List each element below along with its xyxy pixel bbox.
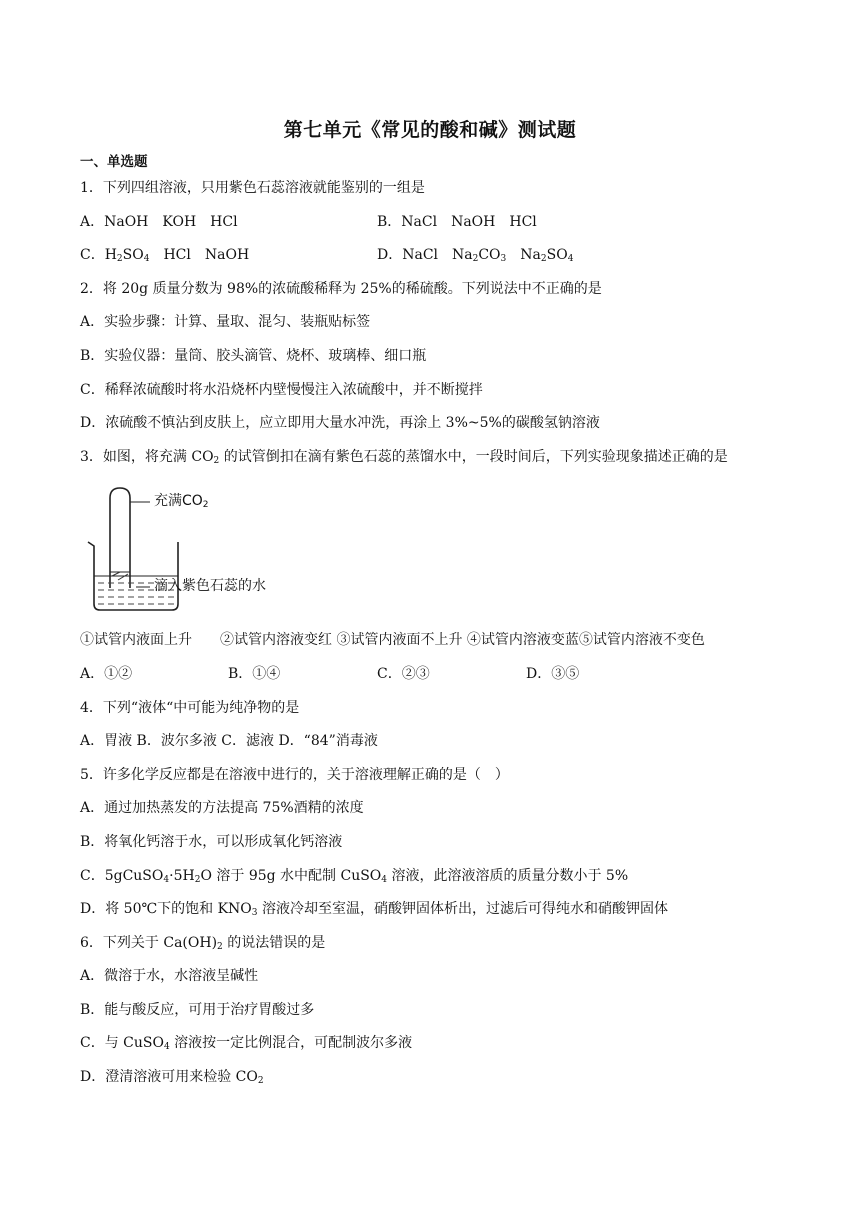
- q3-figure: [80, 480, 780, 630]
- q1-options-row1: [80, 212, 780, 246]
- q2-option-b: B．实验仪器：量筒、胶头滴管、烧杯、玻璃棒、细口瓶: [80, 347, 427, 364]
- page-title: 第七单元《常见的酸和碱》测试题: [283, 119, 577, 141]
- q3-options: [80, 664, 780, 698]
- q6-stem: 6．下列关于 $Ca(OH)_2$ 的说法错误的是: [80, 934, 326, 952]
- q3-option-d: D．③⑤: [526, 665, 580, 682]
- q6-option-d: D．澄清溶液可用来检验 $CO_2$: [80, 1069, 264, 1087]
- q6-option-b: B．能与酸反应，可用于治疗胃酸过多: [80, 1001, 315, 1018]
- question-list: [80, 178, 780, 1101]
- section-heading: 一、单选题: [80, 154, 148, 170]
- q2-option-a: A．实验步骤：计算、量取、混匀、装瓶贴标签: [80, 314, 371, 331]
- q1-options-row2: [80, 245, 780, 279]
- q5-option-b: B．将氧化钙溶于水，可以形成氧化钙溶液: [80, 833, 343, 850]
- q3-option-a: A．①②: [80, 665, 133, 682]
- q2-option-c: C．稀释浓硫酸时将水沿烧杯内壁慢慢注入浓硫酸中，并不断搅拌: [80, 381, 483, 398]
- q1-option-b: B．NaCl NaOH HCl: [377, 213, 537, 230]
- q2-option-d: D．浓硫酸不慎沾到皮肤上，应立即用大量水冲洗，再涂上 3%~5%的碳酸氢钠溶液: [80, 415, 600, 432]
- q4-stem: 4．下列“液体“中可能为纯净物的是: [80, 699, 300, 716]
- q1-option-c: C．$H_2SO_4$ HCl NaOH: [80, 247, 250, 265]
- q6-option-c: C．与 CuSO$_4$ 溶液按一定比例混合，可配制波尔多液: [80, 1035, 413, 1053]
- q5-option-a: A．通过加热蒸发的方法提高 75%酒精的浓度: [80, 800, 364, 817]
- q3-stem: 3．如图，将充满 $CO_2$ 的试管倒扣在滴有紫色石蕊的蒸馏水中，一段时间后，下列实验现象描述正确的是: [80, 448, 728, 466]
- q1-option-a: A．NaOH KOH HCl: [80, 213, 238, 230]
- q5-stem: 5．许多化学反应都是在溶液中进行的，关于溶液理解正确的是（ ）: [80, 766, 509, 783]
- q5-option-c: C．$5gCuSO_4\cdot 5H_2O$ 溶于 95g 水中配制 CuSO$_4$ 溶液，此溶液溶质的质量分数小于 5%: [80, 867, 629, 885]
- q3-option-b: B．①④: [228, 665, 281, 682]
- figure-label-water: 滴入紫色石蕊的水: [154, 578, 266, 595]
- q3-option-c: C．②③: [377, 665, 430, 682]
- q6-option-a: A．微溶于水，水溶液呈碱性: [80, 968, 259, 985]
- q3-statements: ①试管内液面上升 ②试管内溶液变红 ③试管内液面不上升 ④试管内溶液变蓝⑤试管内溶液不变色: [80, 632, 705, 649]
- q2-stem: 2．将 20g 质量分数为 98%的浓硫酸稀释为 25%的稀硫酸。下列说法中不正确的是: [80, 280, 602, 297]
- q1-stem: 1．下列四组溶液，只用紫色石蕊溶液就能鉴别的一组是: [80, 180, 425, 196]
- test-tube-outline: [110, 488, 130, 588]
- q5-option-d: D．将 50℃下的饱和 $KNO_3$ 溶液冷却至室温，硝酸钾固体析出，过滤后可得纯水和硝酸钾固体: [80, 901, 668, 919]
- q1-option-d: D．NaCl $Na_2CO_3$ $Na_2SO_4$: [377, 247, 574, 265]
- q4-options: A．胃液 B．波尔多液 C．滤液 D．“84”消毒液: [80, 733, 378, 750]
- figure-label-co2: 充满$CO_2$: [154, 493, 209, 511]
